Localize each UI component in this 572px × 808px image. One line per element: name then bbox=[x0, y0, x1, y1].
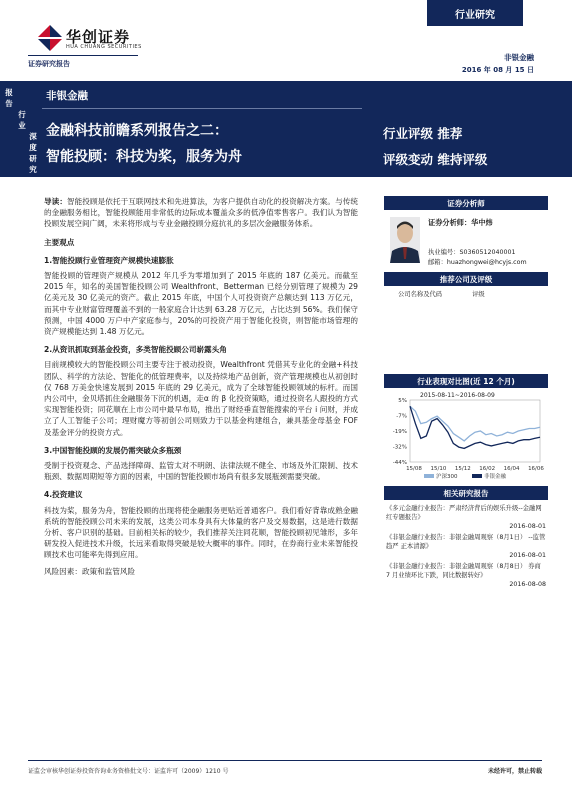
x-tick-label: 15/08 bbox=[406, 466, 422, 472]
report-series: 证券研究报告 bbox=[28, 60, 70, 68]
series-line bbox=[410, 406, 540, 448]
industry-rating: 行业评级 推荐 bbox=[383, 126, 463, 141]
header-sector: 非银金融 bbox=[504, 53, 534, 62]
section1-title: 1.智能投顾行业管理资产规模快速膨胀 bbox=[44, 255, 174, 265]
report-body bbox=[44, 196, 358, 582]
analyst-photo bbox=[390, 217, 420, 263]
section4-text: 科技为桨，服务为舟，智能投顾的出现将使金融服务更贴近普通客户。我们看好背靠成熟金融系统的智能投顾公司未来的发展，这类公司本身具有大体量的客户及交易数据，这是进行数据分析、客户识别的基础。目前相关标的较少，我们推荐关注同花顺，智能投顾初见雏形，多年研发投入促进技术升级，长远来看取得突破是较大概率的事件。同时，在券商行业未来智能投顾技术也可能率先得到应用。 bbox=[44, 505, 358, 560]
chart-title: 2015-08-11~2016-08-09 bbox=[420, 392, 495, 399]
logo-mark bbox=[38, 25, 62, 51]
risk-label: 风险因素： bbox=[44, 566, 82, 576]
related-header: 相关研究报告 bbox=[384, 486, 548, 500]
analyst-header: 证券分析师 bbox=[384, 196, 548, 210]
analyst-license: 执业编号：S0360512040001 bbox=[428, 249, 516, 256]
header-rule bbox=[28, 55, 138, 56]
x-tick-label: 16/02 bbox=[479, 466, 496, 472]
report-title-line2: 智能投顾：科技为桨，服务为舟 bbox=[46, 149, 242, 165]
industry-tab: 行业研究 bbox=[427, 0, 523, 26]
footer-license: 证监会审核华创证券投资咨询业务资格批文号：证监许可（2009）1210 号 bbox=[28, 768, 229, 775]
rec-columns bbox=[384, 286, 548, 303]
x-tick-label: 16/04 bbox=[503, 466, 520, 472]
vertical-title: 报 告 行 业 深 度 研 究 bbox=[5, 88, 37, 174]
report-date: 2016 年 08 月 15 日 bbox=[461, 66, 534, 74]
intro-text: 智能投顾是依托于互联网技术和先进算法，为客户提供自动化的投资解决方案。与传统的金融服务相比，智能投顾能用非常低的边际成本覆盖众多的低净值零售客户。我们认为智能投顾发展空间广阔，未来将形成与专业金融投顾分庭抗礼的多层次金融服务体系。 bbox=[44, 197, 358, 229]
legend-label: 沪深300 bbox=[436, 474, 458, 480]
logo-text: 华创证券 bbox=[66, 28, 131, 46]
y-tick-label: -19% bbox=[392, 429, 407, 435]
band-sector: 非银金融 bbox=[46, 90, 88, 102]
series-line bbox=[410, 406, 540, 441]
intro-label: 导读： bbox=[44, 197, 67, 206]
rec-header: 推荐公司及评级 bbox=[384, 272, 548, 286]
footer-notice: 未经许可，禁止转载 bbox=[487, 768, 542, 775]
y-tick-label: 5% bbox=[398, 398, 407, 404]
legend-swatch bbox=[424, 474, 434, 478]
related-item[interactable]: 《非银金融行业报告：非银金融周观察（8月8日） 券商 7 月业绩环比下跌，同比数据转好》 2016-08-08 bbox=[386, 563, 546, 588]
analyst-name: 证券分析师：华中炜 bbox=[428, 218, 493, 227]
section3-text: 受制于投资观念、产品选择障碍、监管太对不明朗、法律法规不健全、市场及外汇限制、技术瓶颈、数据周期短等方面的因素，中国的智能投顾市场尚有很多发展瓶颈需要突破。 bbox=[44, 461, 358, 482]
perf-header: 行业表现对比图(近 12 个月) bbox=[384, 374, 548, 388]
y-tick-label: -32% bbox=[392, 444, 407, 451]
logo-subtext: HUA CHUANG SECURITIES bbox=[66, 44, 142, 50]
rating-change: 评级变动 维持评级 bbox=[383, 152, 488, 167]
section1-text: 智能投顾的管理资产规模从 2012 年几乎为零增加到了 2015 年底的 187 亿美元。而截至 2015 年，知名的美国智能投顾公司 Wealthfront、Betterman 已经分别管理了规模为 29 亿美元及 30 亿美元的资产。截止 2015 年底，中国个人可投资资产总额达到 113 万亿元，而其中专业财富管理覆盖不到的一般家庭合计达到 63.28 万亿元，占比达到 56%。我们保守预测，中国 4000 万户中产家庭参与，20%的可投资产用于智能化投资，则智能市场管理的资产规模能达到 1.48 万亿元。 bbox=[44, 271, 358, 337]
band-divider bbox=[42, 108, 362, 109]
rec-col-company: 公司名称及代码 bbox=[398, 291, 443, 298]
y-tick-label: -44% bbox=[392, 460, 407, 466]
section4-title: 4.投资建议 bbox=[44, 490, 83, 500]
performance-chart bbox=[384, 388, 548, 484]
analyst-section bbox=[384, 196, 548, 303]
x-tick-label: 16/06 bbox=[528, 466, 544, 472]
section2-title: 2.从资讯抓取到基金投资，多类智能投顾公司崭露头角 bbox=[44, 345, 227, 355]
rec-col-rating: 评级 bbox=[472, 291, 485, 298]
risk-text: 政策和监管风险 bbox=[81, 566, 136, 576]
report-title-line1: 金融科技前瞻系列报告之二： bbox=[46, 123, 228, 139]
performance-section bbox=[384, 374, 548, 488]
footer-rule bbox=[28, 760, 542, 761]
legend-label: 非银金融 bbox=[484, 474, 507, 480]
points-title: 主要观点 bbox=[44, 237, 75, 247]
legend-swatch bbox=[472, 474, 482, 478]
related-section bbox=[384, 486, 548, 589]
y-tick-label: -7% bbox=[396, 413, 407, 420]
analyst-email[interactable]: 邮箱：huazhongwei@hcyjs.com bbox=[428, 259, 527, 266]
section2-text: 目前规模较大的智能投顾公司主要专注于被动投资，Wealthfront 凭借其专业化的金融+科技团队、科学的方法论、智能化的低管理费率，以及持续地产品创新，资产管理规模也从初创时仅 768 万美金快速发展到 2015 年底的 29 亿美元，成为了全球智能投顾领域的标杆。而国内公司中，金贝塔抓住金融服务下沉的机遇，走α 的 β 化投资策略，通过投资名人跟投的方式实现智能投资；同花顺在上市公司中最早布局，推出了财经垂直智能搜索的平台 i 问财，并成立了人工智能子公司；理财魔方等初创公司则致力于以基金构建组合，兼具基金母基金 FOF 及基金评分的投资方式。 bbox=[44, 360, 358, 437]
related-item[interactable]: 《多元金融行业报告：严肃经济背后的娱乐升级--金融网红专题报告》 2016-08-01 bbox=[386, 505, 546, 530]
section3-title: 3.中国智能投顾的发展仍需突破众多瓶颈 bbox=[44, 445, 182, 455]
related-item[interactable]: 《非银金融行业报告：非银金融周观察（8月1日） --监管趋严 正本清源》 2016-08-01 bbox=[386, 534, 546, 559]
x-tick-label: 15/12 bbox=[454, 466, 471, 472]
x-tick-label: 15/10 bbox=[430, 466, 447, 472]
